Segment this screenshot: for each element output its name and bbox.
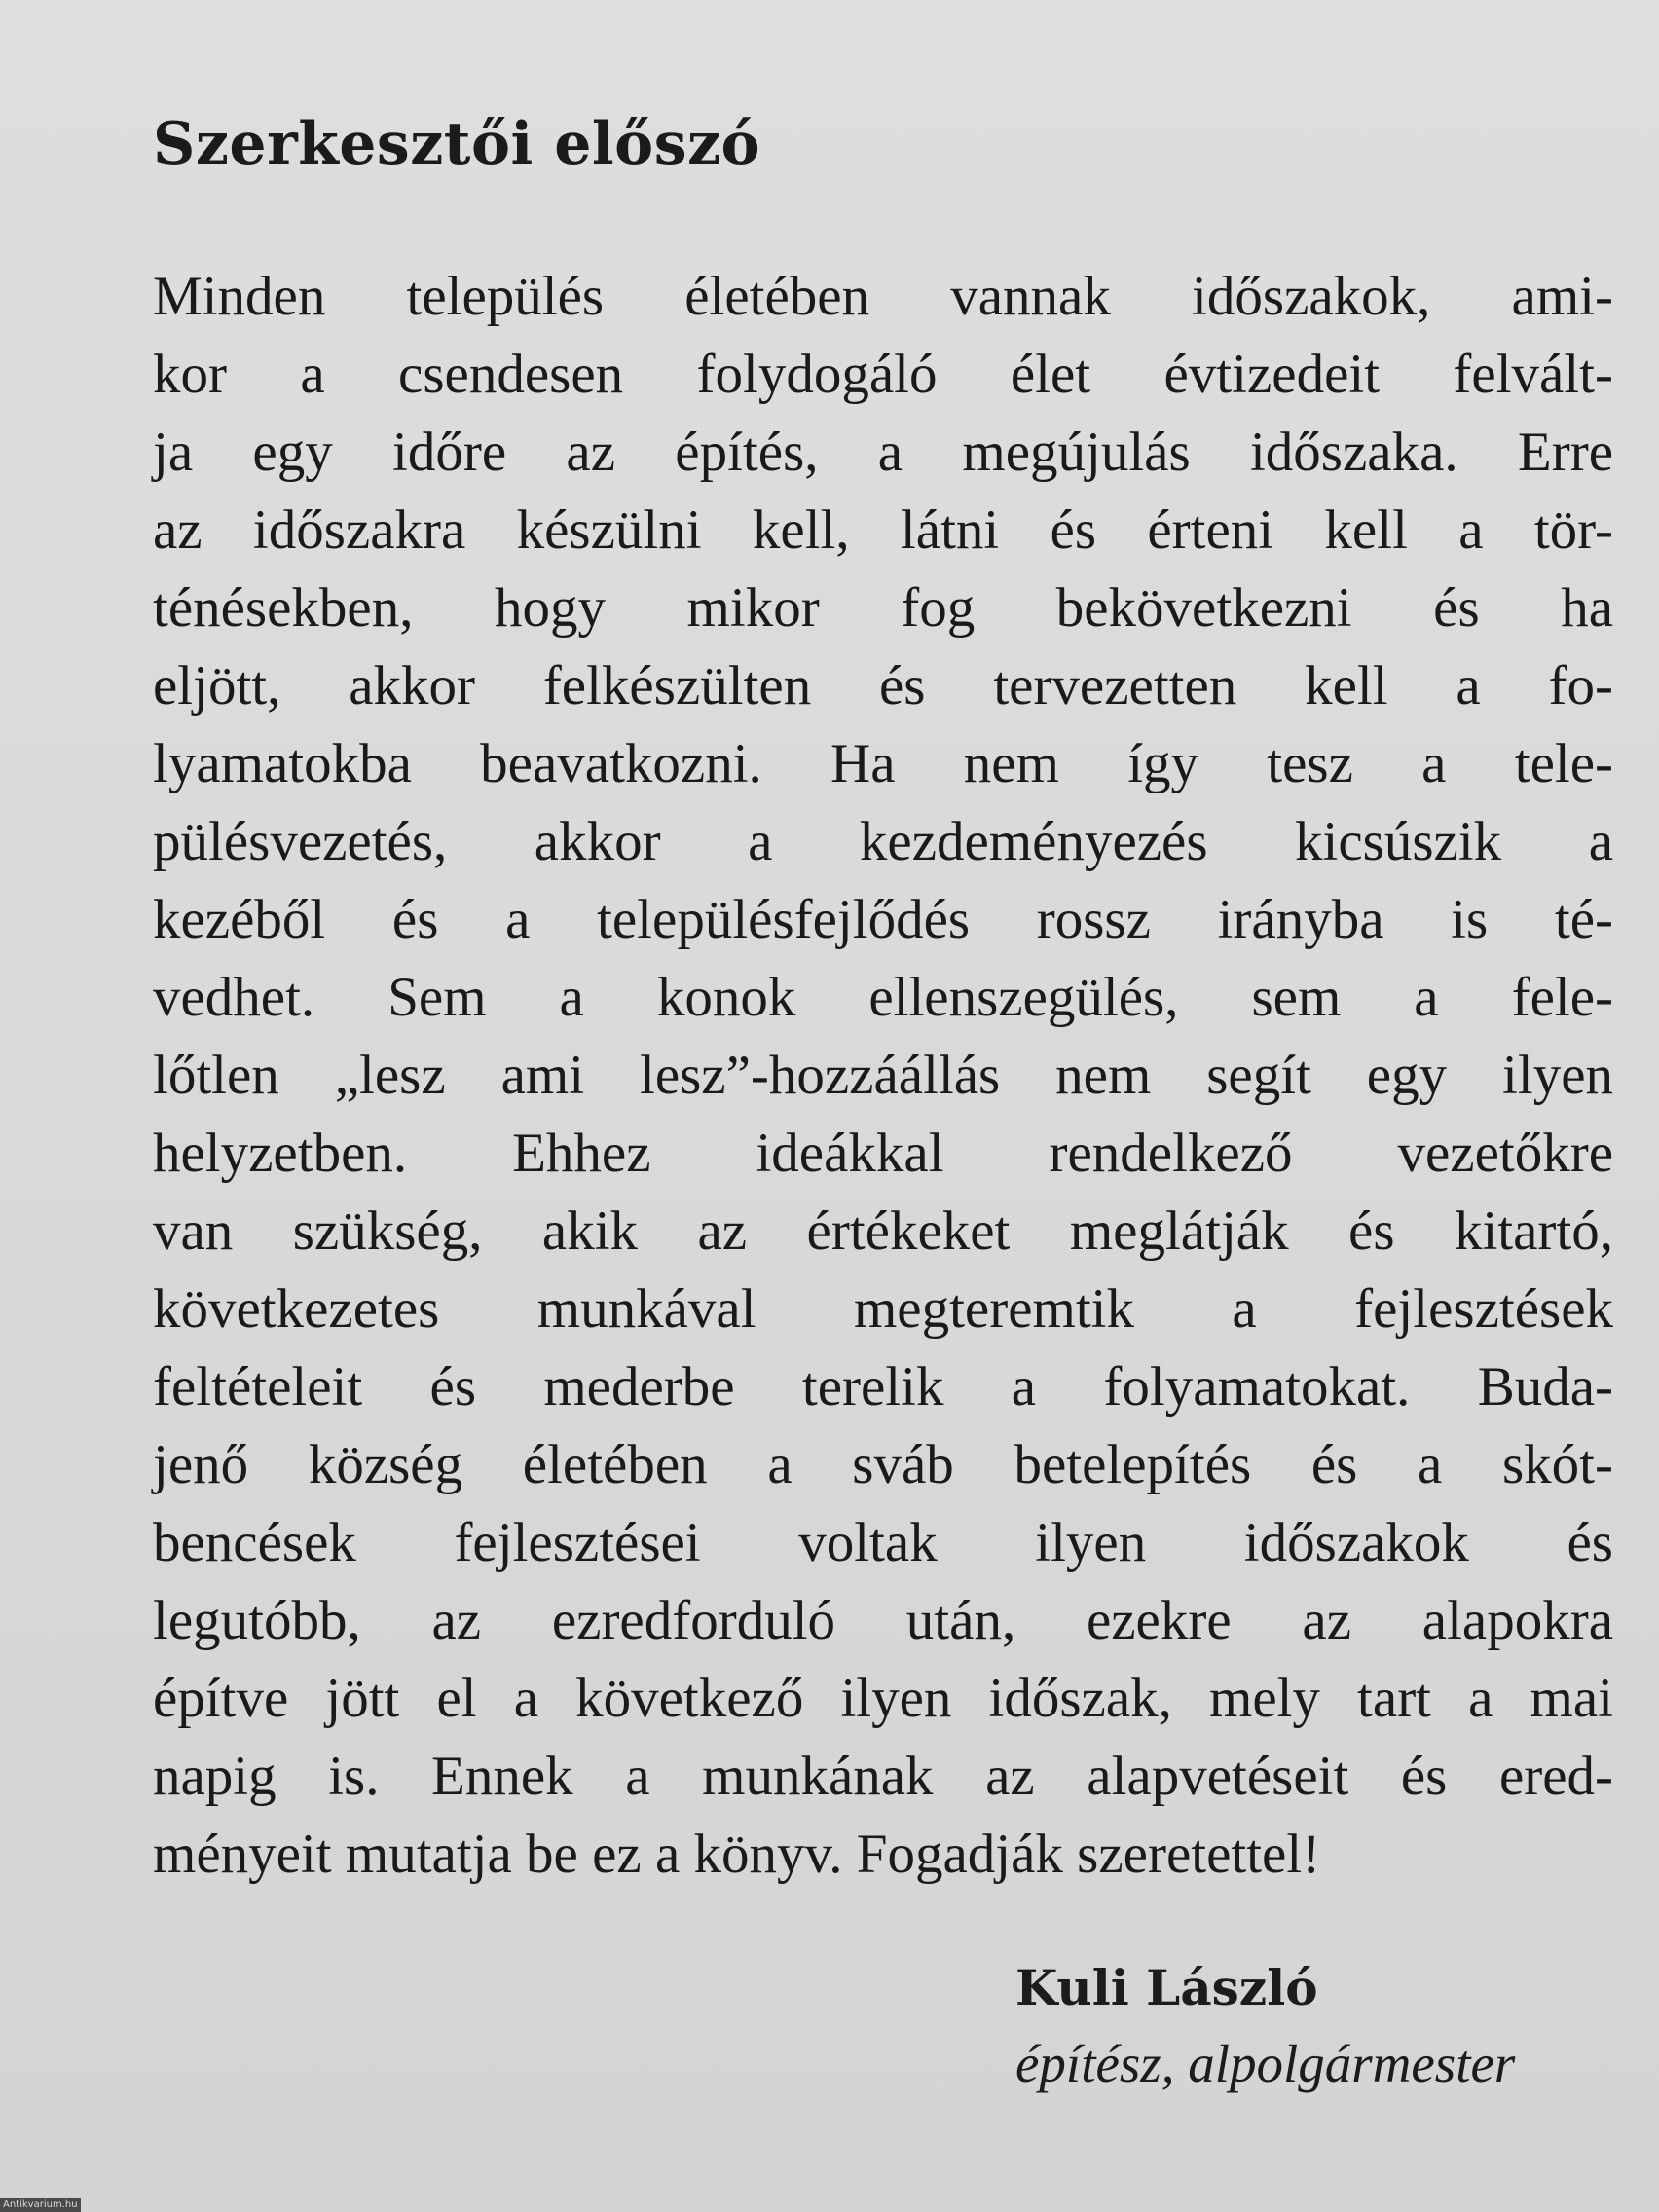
signature-block xyxy=(1015,1949,1515,2101)
text-line: ja egy időre az építés, a megújulás időszaka. Erre xyxy=(153,422,1613,483)
text-line: legutóbb, az ezredforduló után, ezekre az alapokra xyxy=(153,1590,1613,1651)
text-line: napig is. Ennek a munkának az alapvetéseit és ered- xyxy=(153,1746,1613,1807)
page-title: Szerkesztői előszó xyxy=(153,110,761,178)
text-line: következetes munkával megteremtik a fejlesztések xyxy=(153,1278,1613,1340)
text-line: eljött, akkor felkészülten és tervezetten kell a fo- xyxy=(153,655,1613,717)
text-line: Minden település életében vannak időszakok, ami- xyxy=(153,266,1613,327)
text-line: van szükség, akik az értékeket meglátják és kitartó, xyxy=(153,1200,1613,1262)
author-role: építész, alpolgármester xyxy=(1015,2034,1516,2093)
text-line: kezéből és a településfejlődés rossz irányba is té- xyxy=(153,889,1613,950)
text-line: vedhet. Sem a konok ellenszegülés, sem a fele- xyxy=(153,967,1613,1028)
text-line: feltételeit és mederbe terelik a folyamatokat. Buda- xyxy=(153,1356,1613,1418)
text-line: az időszakra készülni kell, látni és érteni kell a tör- xyxy=(153,499,1613,561)
watermark: Antikvarium.hu xyxy=(0,2198,81,2212)
text-line: helyzetben. Ehhez ideákkal rendelkező vezetőkre xyxy=(153,1123,1613,1184)
text-line: lyamatokba beavatkozni. Ha nem így tesz a tele- xyxy=(153,733,1613,794)
text-line: ményeit mutatja be ez a könyv. Fogadják szeretettel! xyxy=(153,1824,1321,1885)
text-line: jenő község életében a sváb betelepítés és a skót- xyxy=(153,1434,1613,1495)
text-line: ténésekben, hogy mikor fog bekövetkezni és ha xyxy=(153,577,1613,639)
text-line: kor a csendesen folydogáló élet évtizedeit felvált- xyxy=(153,344,1613,405)
author-name: Kuli László xyxy=(1015,1959,1318,2016)
body-text xyxy=(153,258,1613,1894)
text-line: építve jött el a következő ilyen időszak, mely tart a mai xyxy=(153,1668,1613,1729)
text-line: pülésvezetés, akkor a kezdeményezés kicsúszik a xyxy=(153,811,1613,872)
text-line: bencések fejlesztései voltak ilyen időszakok és xyxy=(153,1512,1613,1573)
text-line: lőtlen „lesz ami lesz”-hozzáállás nem segít egy ilyen xyxy=(153,1045,1613,1106)
